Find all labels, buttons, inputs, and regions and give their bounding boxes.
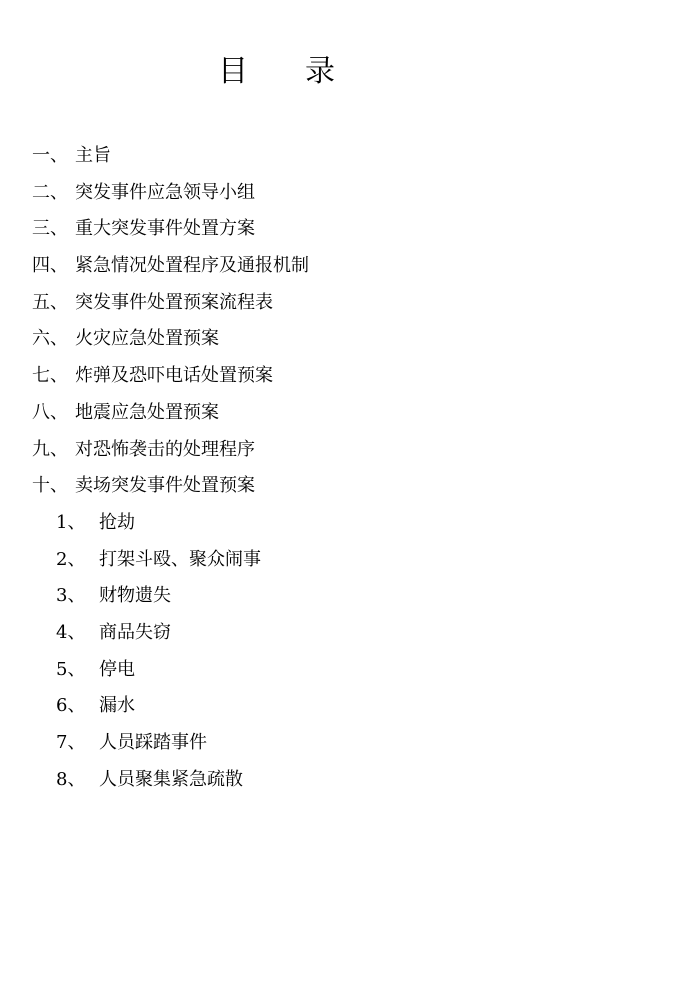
toc-item-text: 炸弹及恐吓电话处置预案 xyxy=(75,365,273,387)
toc-item xyxy=(0,141,700,178)
toc-item-number: 七、 xyxy=(32,365,68,387)
toc-item xyxy=(0,178,700,215)
toc-subitem-number: 7、 xyxy=(56,732,86,753)
toc-subitem-text: 人员踩踏事件 xyxy=(99,732,207,753)
toc-subitem-number: 1、 xyxy=(56,511,86,533)
toc-subitem-text: 商品失窃 xyxy=(99,621,171,643)
toc-item xyxy=(0,324,700,361)
toc-subitem-number: 8、 xyxy=(56,768,86,790)
toc-item xyxy=(0,361,700,398)
toc-subitem-text: 抢劫 xyxy=(99,511,135,533)
toc-subitem xyxy=(0,545,700,582)
toc-item-number: 二、 xyxy=(32,181,68,203)
toc-item xyxy=(0,471,700,508)
toc-subitem-number: 6、 xyxy=(56,695,86,717)
toc-subitem-text: 财物遗失 xyxy=(99,585,171,607)
table-of-contents xyxy=(0,141,700,801)
toc-item xyxy=(0,398,700,435)
toc-subitem-text: 人员聚集紧急疏散 xyxy=(99,768,243,790)
toc-subitem xyxy=(0,691,700,728)
toc-subitem-text: 打架斗殴、聚众闹事 xyxy=(99,548,261,570)
toc-item-number: 九、 xyxy=(32,438,68,460)
toc-item-text: 突发事件应急领导小组 xyxy=(75,181,255,203)
toc-subitem xyxy=(0,618,700,655)
toc-subitem xyxy=(0,728,700,765)
toc-item xyxy=(0,214,700,251)
toc-subitem-number: 4、 xyxy=(56,621,86,643)
toc-item-text: 卖场突发事件处置预案 xyxy=(75,475,255,497)
toc-item-number: 一、 xyxy=(32,145,68,166)
toc-item-number: 八、 xyxy=(32,401,68,423)
toc-item-number: 五、 xyxy=(32,291,68,313)
toc-item-number: 六、 xyxy=(32,328,68,350)
title-char-1: 目 xyxy=(218,54,248,89)
toc-subitem-number: 3、 xyxy=(56,585,86,607)
toc-subitem-number: 5、 xyxy=(56,658,86,680)
toc-item-number: 三、 xyxy=(32,218,68,240)
toc-item-text: 紧急情况处置程序及通报机制 xyxy=(75,255,309,277)
toc-subitem xyxy=(0,508,700,545)
toc-item-text: 突发事件处置预案流程表 xyxy=(75,291,273,313)
toc-subitem-text: 停电 xyxy=(99,658,135,680)
toc-subitem xyxy=(0,581,700,618)
toc-item xyxy=(0,288,700,325)
toc-item-number: 十、 xyxy=(32,475,68,497)
toc-subitem-text: 漏水 xyxy=(99,695,135,717)
toc-subitem-number: 2、 xyxy=(56,548,86,570)
toc-subitem xyxy=(0,765,700,802)
toc-item xyxy=(0,251,700,288)
toc-item-text: 地震应急处置预案 xyxy=(75,401,219,423)
toc-item-text: 对恐怖袭击的处理程序 xyxy=(75,438,255,460)
toc-item-text: 火灾应急处置预案 xyxy=(75,328,219,350)
toc-subitem xyxy=(0,655,700,692)
toc-item-number: 四、 xyxy=(32,255,68,277)
toc-item xyxy=(0,435,700,472)
toc-item-text: 重大突发事件处置方案 xyxy=(75,218,255,240)
title-char-2: 录 xyxy=(305,54,335,89)
toc-item-text: 主旨 xyxy=(75,145,111,166)
